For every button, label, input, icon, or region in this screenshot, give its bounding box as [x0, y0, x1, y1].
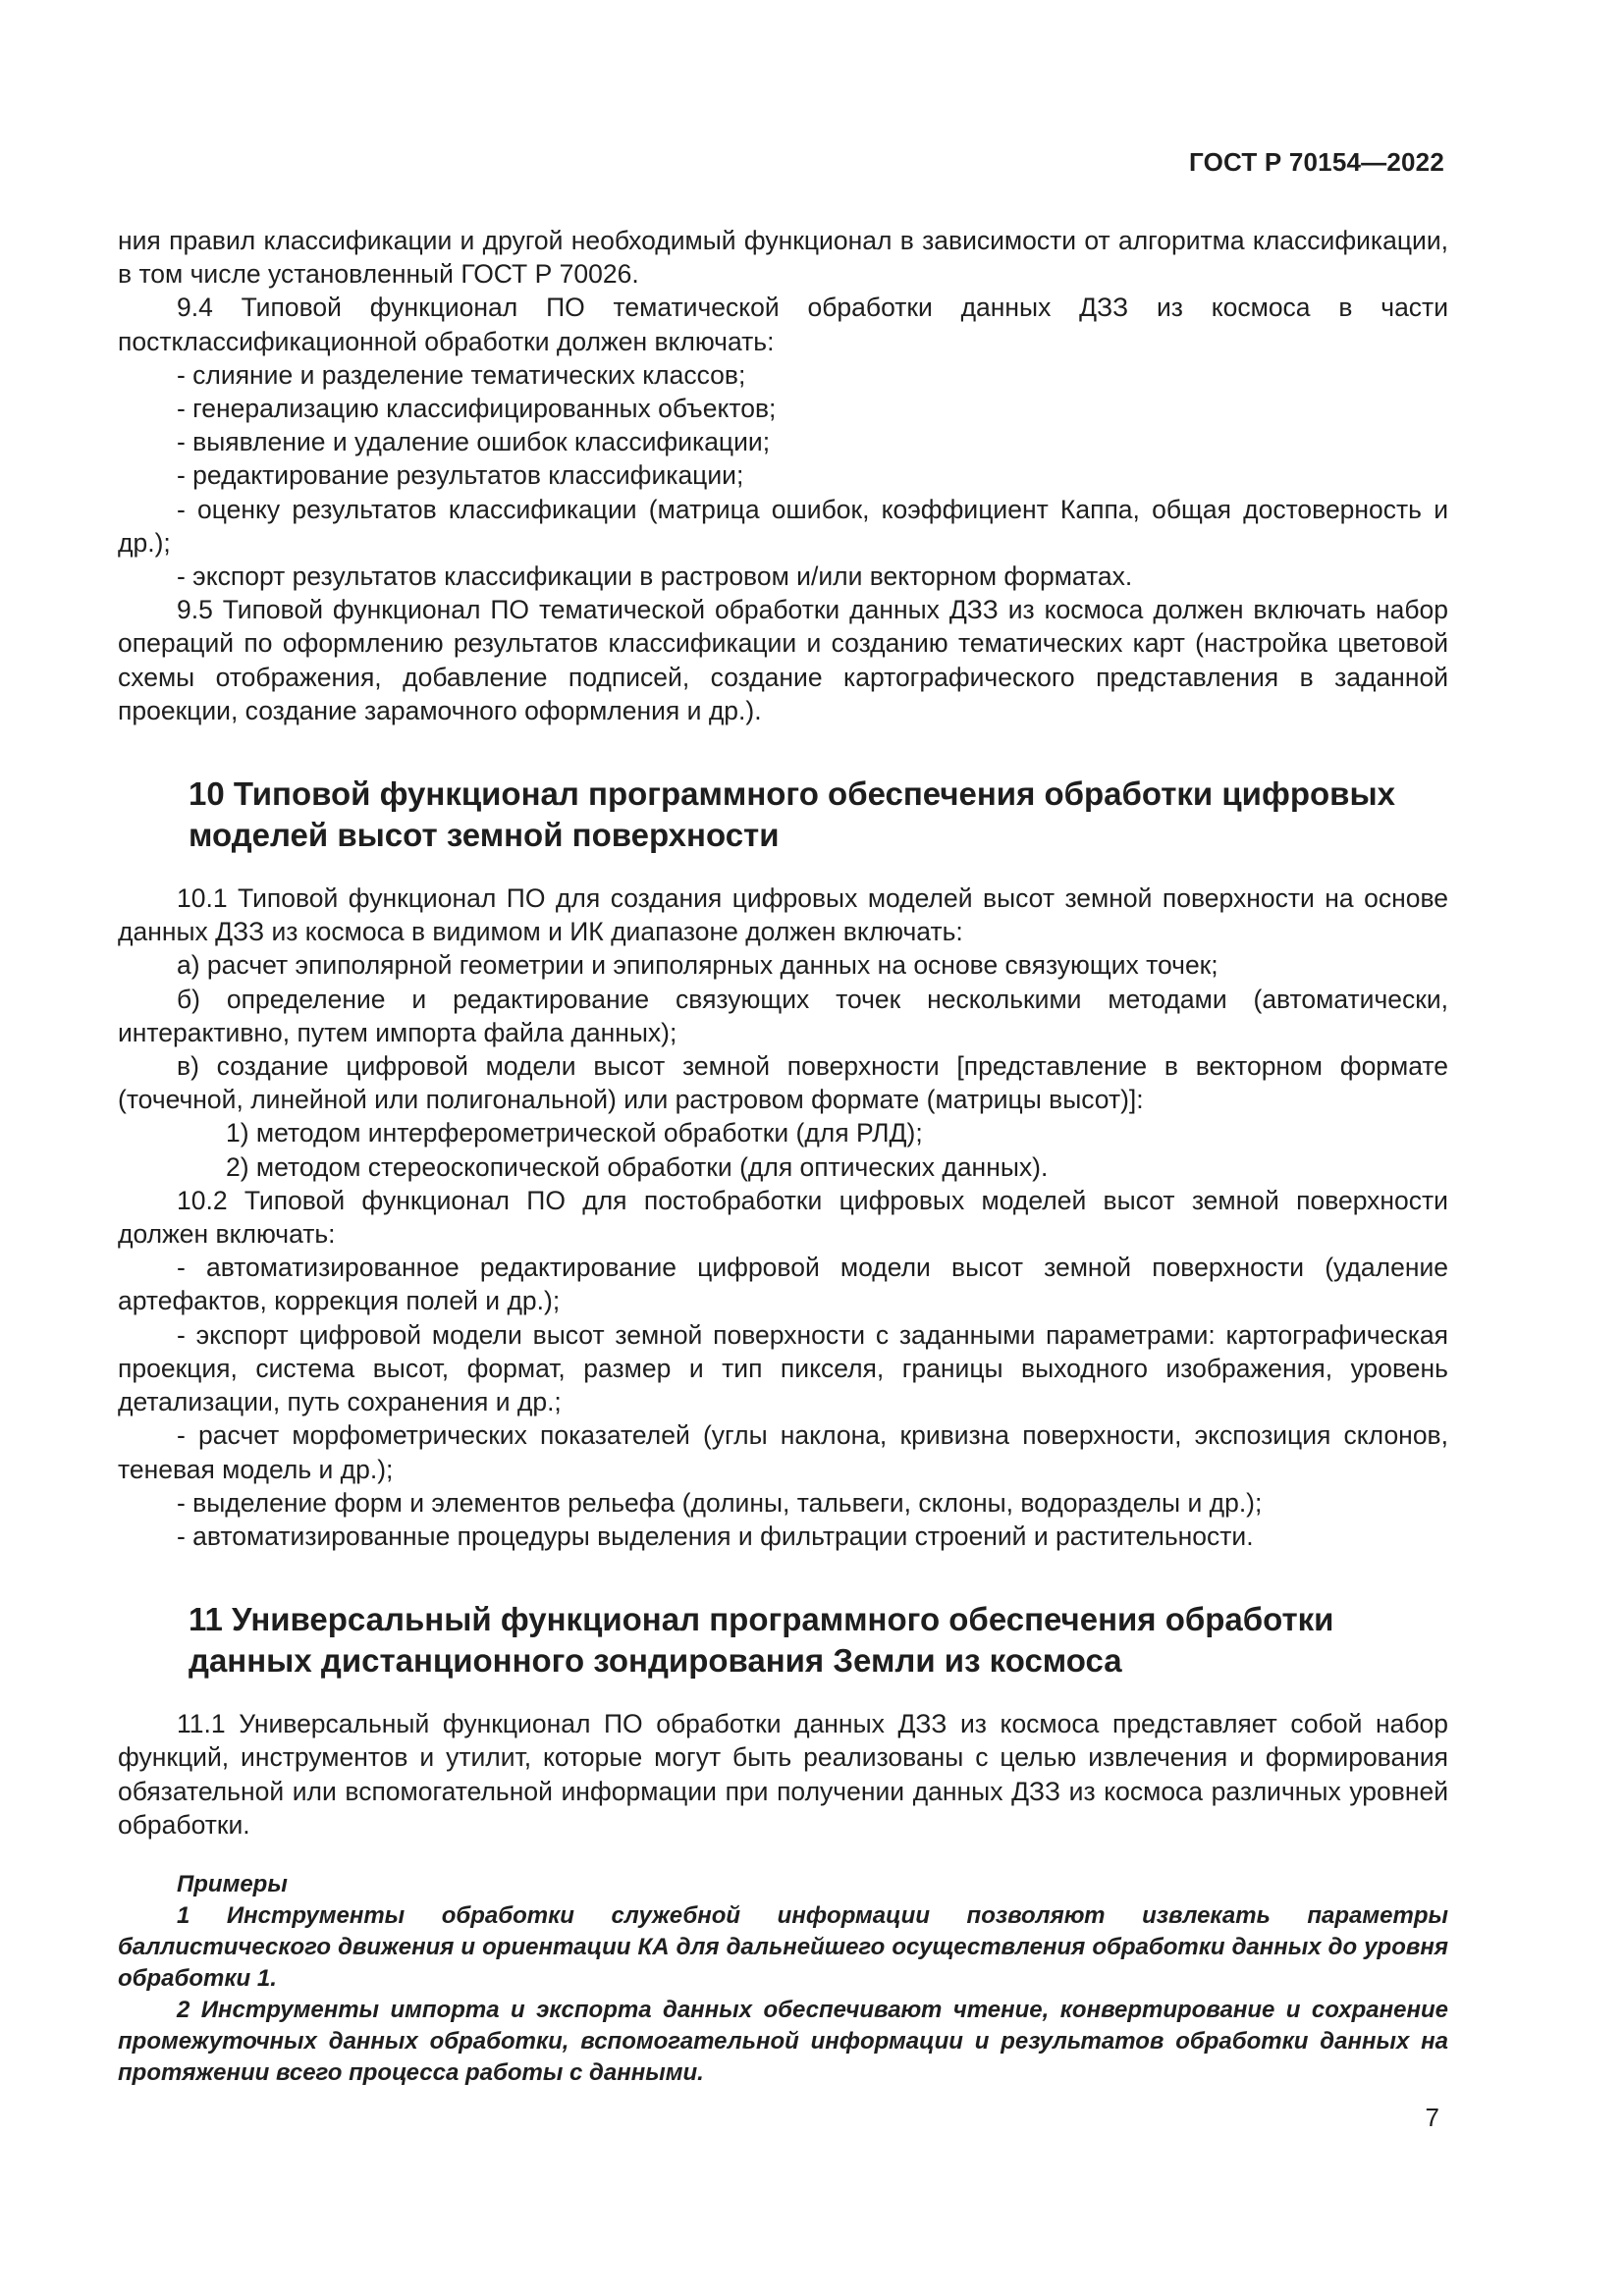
list-item: - экспорт цифровой модели высот земной поверхности с заданными параметрами: картографическая проекция, система высот, формат, размер и тип пикселя, границы выходного изображения, уровень детализации, путь сохранения и др.;: [118, 1319, 1448, 1417]
example-item: 1 Инструменты обработки служебной информации позволяют извлекать параметры баллистического движения и ориентации КА для дальнейшего осуществления обработки данных до уровня обработки 1.: [118, 1901, 1448, 1992]
list-item: - оценку результатов классификации (матрица ошибок, коэффициент Каппа, общая достоверность и др.);: [118, 494, 1448, 558]
list-item: - редактирование результатов классификации;: [177, 460, 744, 491]
paragraph-10-1: 10.1 Типовой функционал ПО для создания цифровых моделей высот земной поверхности на основе данных ДЗЗ из космоса в видимом и ИК диапазоне должен включать:: [118, 883, 1448, 947]
page-number: 7: [1425, 2103, 1439, 2132]
section-10-title: [118, 774, 1448, 856]
section-11-title: [118, 1599, 1448, 1682]
list-item: в) создание цифровой модели высот земной поверхности [представление в векторном формате (точечной, линейной или полигональной) или растровом формате (матрицы высот)]:: [118, 1051, 1448, 1115]
document-body: [118, 224, 1448, 2089]
list-item: - автоматизированное редактирование цифровой модели высот земной поверхности (удаление артефактов, коррекция полей и др.);: [118, 1253, 1448, 1316]
sub-list-item: 1) методом интерферометрической обработки (для РЛД);: [226, 1118, 923, 1148]
list-item: - слияние и разделение тематических классов;: [177, 359, 746, 390]
list-item: - генерализацию классифицированных объектов;: [177, 394, 777, 424]
example-item: 2 Инструменты импорта и экспорта данных обеспечивают чтение, конвертирование и сохранение промежуточных данных обработки, вспомогательной информации и результатов обработки данных на протяжении всего процесса работы с данными.: [118, 1996, 1448, 2086]
list-item: а) расчет эпиполярной геометрии и эпиполярных данных на основе связующих точек;: [177, 950, 1218, 981]
section-11-title-line2: данных дистанционного зондирования Земли из космоса: [189, 1642, 1122, 1680]
section-10-title-line1: 10 Типовой функционал программного обеспечения обработки цифровых: [189, 775, 1395, 813]
list-item: - экспорт результатов классификации в растровом и/или векторном форматах.: [177, 561, 1133, 592]
list-item: б) определение и редактирование связующих точек несколькими методами (автоматически, интерактивно, путем импорта файла данных);: [118, 984, 1448, 1047]
list-item: - выявление и удаление ошибок классификации;: [177, 427, 771, 457]
list-item: - расчет морфометрических показателей (углы наклона, кривизна поверхности, экспозиция склонов, теневая модель и др.);: [118, 1420, 1448, 1484]
examples-block: [118, 1869, 1448, 2089]
paragraph-11-1: 11.1 Универсальный функционал ПО обработки данных ДЗЗ из космоса представляет собой набор функций, инструментов и утилит, которые могут быть реализованы с целью извлечения и формирования обязательной или вспомогательной информации при получении данных ДЗЗ из космоса различных уровней обработки.: [118, 1709, 1448, 1840]
paragraph-10-2: 10.2 Типовой функционал ПО для постобработки цифровых моделей высот земной поверхности должен включать:: [118, 1185, 1448, 1250]
document-code: ГОСТ Р 70154—2022: [1189, 147, 1444, 177]
paragraph-9-4: 9.4 Типовой функционал ПО тематической обработки данных ДЗЗ из космоса в части постклассификационной обработки должен включать:: [118, 293, 1448, 356]
section-11-title-line1: 11 Универсальный функционал программного обеспечения обработки: [189, 1601, 1334, 1638]
sub-list-item: 2) методом стереоскопической обработки (для оптических данных).: [226, 1151, 1049, 1182]
continued-paragraph: ния правил классификации и другой необходимый функционал в зависимости от алгоритма классификации, в том числе установленный ГОСТ Р 70026.: [118, 226, 1448, 290]
examples-heading: Примеры: [177, 1870, 288, 1897]
paragraph-9-5: 9.5 Типовой функционал ПО тематической обработки данных ДЗЗ из космоса должен включать набор операций по оформлению результатов классификации и созданию тематических карт (настройка цветовой схемы отображения, добавление подписей, создание картографического представления в заданной проекции, создание зарамочного оформления и др.).: [118, 595, 1448, 725]
list-item: - выделение форм и элементов рельефа (долины, тальвеги, склоны, водоразделы и др.);: [177, 1487, 1263, 1518]
list-item: - автоматизированные процедуры выделения и фильтрации строений и растительности.: [177, 1521, 1254, 1551]
section-10-title-line2: моделей высот земной поверхности: [189, 817, 780, 854]
